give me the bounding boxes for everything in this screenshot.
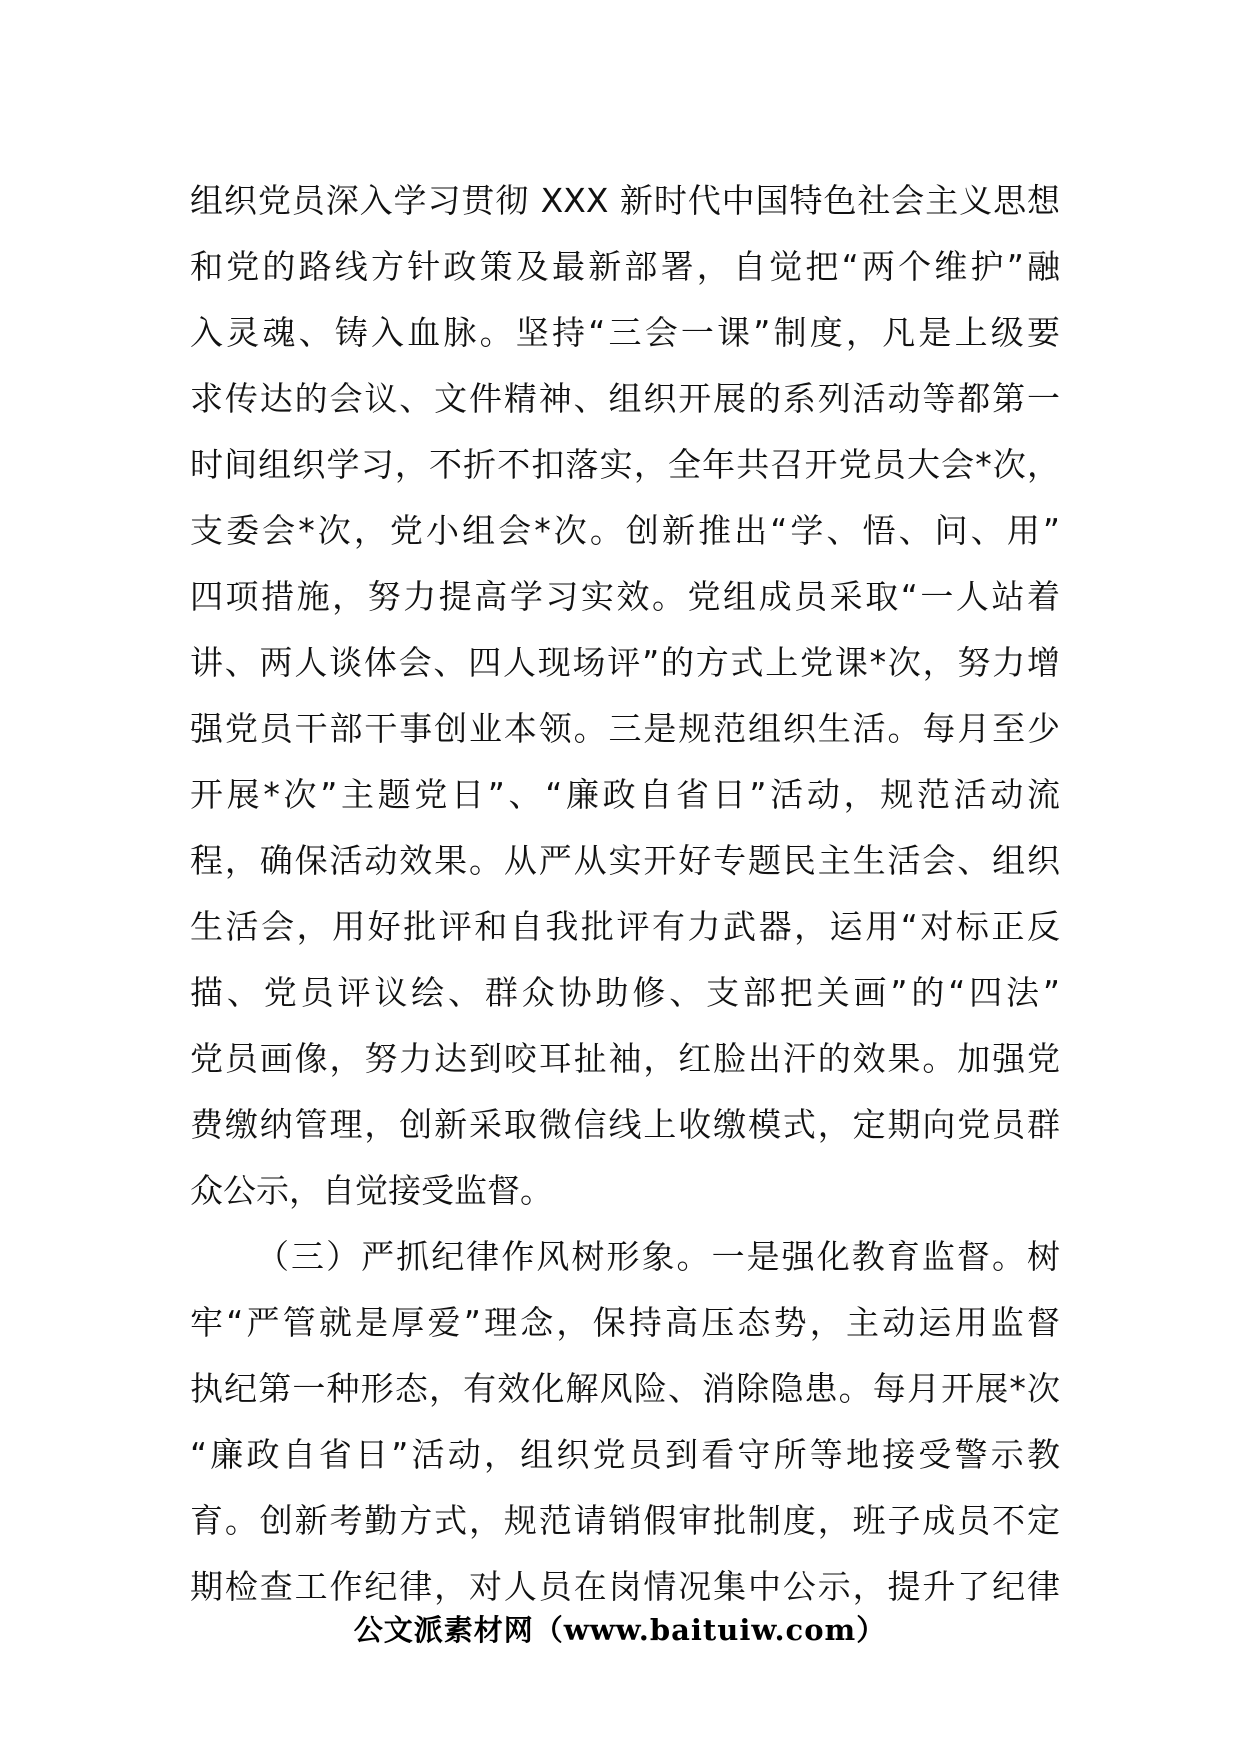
text-line: 组织党员深入学习贯彻 XXX 新时代中国特色社会主义思想 xyxy=(190,181,1060,220)
text-line: 程，确保活动效果。从严从实开好专题民主生活会、组织 xyxy=(190,841,1060,880)
text-line: 期检查工作纪律，对人员在岗情况集中公示，提升了纪律 xyxy=(190,1567,1060,1606)
text-line: 党员画像，努力达到咬耳扯袖，红脸出汗的效果。加强党 xyxy=(190,1039,1060,1078)
body-text xyxy=(190,168,1060,1620)
text-line: 牢“严管就是厚爱”理念，保持高压态势，主动运用监督 xyxy=(190,1303,1060,1342)
text-line: 众公示，自觉接受监督。 xyxy=(190,1171,553,1210)
text-line: 开展*次”主题党日”、“廉政自省日”活动，规范活动流 xyxy=(190,775,1060,814)
section-heading-line: （三）严抓纪律作风树形象。一是强化教育监督。树 xyxy=(256,1237,1060,1276)
text-line: “廉政自省日”活动，组织党员到看守所等地接受警示教 xyxy=(190,1435,1060,1474)
footer-watermark: 公文派素材网（www.baituiw.com） xyxy=(353,1613,887,1647)
text-line: 支委会*次，党小组会*次。创新推出“学、悟、问、用” xyxy=(190,511,1060,550)
text-line: 费缴纳管理，创新采取微信线上收缴模式，定期向党员群 xyxy=(190,1105,1060,1144)
text-line: 入灵魂、铸入血脉。坚持“三会一课”制度，凡是上级要 xyxy=(190,313,1060,352)
text-line: 和党的路线方针政策及最新部署，自觉把“两个维护”融 xyxy=(190,247,1060,286)
text-line: 求传达的会议、文件精神、组织开展的系列活动等都第一 xyxy=(190,379,1060,418)
text-line: 生活会，用好批评和自我批评有力武器，运用“对标正反 xyxy=(190,907,1060,946)
text-line: 育。创新考勤方式，规范请销假审批制度，班子成员不定 xyxy=(190,1501,1060,1540)
text-line: 描、党员评议绘、群众协助修、支部把关画”的“四法” xyxy=(190,973,1060,1012)
text-line: 四项措施，努力提高学习实效。党组成员采取“一人站着 xyxy=(190,577,1060,616)
text-line: 讲、两人谈体会、四人现场评”的方式上党课*次，努力增 xyxy=(190,643,1060,682)
text-line: 强党员干部干事创业本领。三是规范组织生活。每月至少 xyxy=(190,709,1060,748)
text-line: 执纪第一种形态，有效化解风险、消除隐患。每月开展*次 xyxy=(190,1369,1060,1408)
text-line: 时间组织学习，不折不扣落实，全年共召开党员大会*次， xyxy=(190,445,1060,484)
